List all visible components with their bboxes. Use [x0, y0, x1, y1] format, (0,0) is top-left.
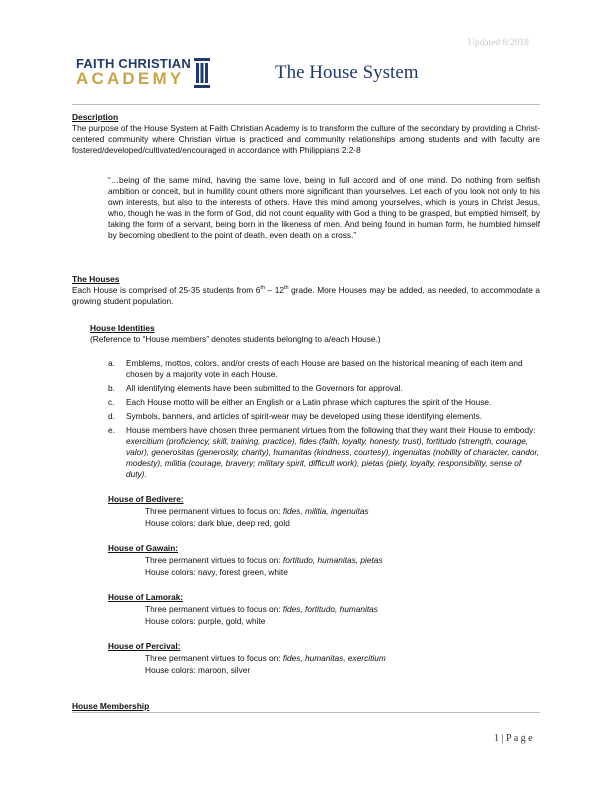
list-item-virtues: e. House members have chosen three permanent virtues from the following that they want their House to embody: exercitium (proficiency, skill, training, practice), fides (faith, loyalty, honesty, trust), fortitudo (strength, courage, valor), generositas (generosity, charity), humanitas (kindness, courtesy), ingenuitas (nobility of character, candor, modesty), militia (courage, bravery; military spirit, difficult work), pietas (piety, loyalty, responsibility, sense of duty).	[108, 425, 540, 479]
house-gawain-heading: House of Gawain:	[108, 543, 179, 553]
description-heading: Description	[72, 112, 119, 122]
house-bedivere-colors: House colors: dark blue, deep red, gold	[145, 518, 290, 528]
logo-text-top: FAITH CHRISTIAN	[76, 56, 191, 71]
identities-list	[108, 358, 540, 483]
page-number: 1 | P a g e	[494, 733, 533, 744]
list-item: c. Each House motto will be either an English or a Latin phrase which captures the spirit of the House.	[108, 397, 492, 407]
list-item: b. All identifying elements have been submitted to the Governors for approval.	[108, 383, 403, 393]
houses-text: Each House is comprised of 25-35 students from 6th – 12th grade. More Houses may be added, as needed, to accommodate a growing student population.	[72, 285, 540, 306]
house-percival-virtues: Three permanent virtues to focus on: fides, humanitas, exercitium	[145, 653, 386, 663]
header-divider	[72, 104, 540, 105]
identities-note: (Reference to “House members” denotes students belonging to a/each House.)	[90, 334, 381, 344]
house-lamorak-virtues: Three permanent virtues to focus on: fides, fortitudo, humanitas	[145, 604, 378, 614]
house-lamorak-colors: House colors: purple, gold, white	[145, 616, 266, 626]
identities-heading: House Identities	[90, 323, 155, 333]
house-gawain-colors: House colors: navy, forest green, white	[145, 567, 288, 577]
list-item: a. Emblems, mottos, colors, and/or crests of each House are based on the historical meaning of each item and chosen by a majority vote in each House.	[108, 358, 523, 379]
page-title: The House System	[275, 62, 419, 83]
house-percival-heading: House of Percival:	[108, 641, 181, 651]
house-bedivere-virtues: Three permanent virtues to focus on: fides, militia, ingenuitas	[145, 506, 369, 516]
membership-heading: House Membership	[72, 701, 150, 711]
scripture-quote: “…being of the same mind, having the same love, being in full accord and of one mind. Do nothing from selfish ambition or conceit, but in humility count others more significant than yourselves. Let each of you look not only to his own interests, but also to the interests of others. Have this mind among yourselves, which is yours in Christ Jesus, who, though he was in the form of God, did not count equality with God a thing to be grasped, but emptied himself, by taking the form of a servant, being born in the likeness of men. And being found in human form, he humbled himself by becoming obedient to the point of death, even death on a cross.”	[108, 175, 540, 240]
updated-date: Updated 8/2018	[468, 38, 529, 48]
logo-text-bottom: ACADEMY	[76, 69, 185, 88]
description-text: The purpose of the House System at Faith Christian Academy is to transform the culture of the secondary by providing a Christ-centered community where Christian virtue is practiced and community relationships among students and with faculty are fostered/developed/cultivated/encouraged in accordance with Philippians 2:2-8	[72, 123, 540, 155]
list-item: d. Symbols, banners, and articles of spirit-wear may be developed using these identifying elements.	[108, 411, 483, 421]
membership-divider	[72, 712, 540, 713]
houses-heading: The Houses	[72, 274, 120, 284]
school-logo	[76, 56, 236, 90]
house-gawain-virtues: Three permanent virtues to focus on: fortitudo, humanitas, pietas	[145, 555, 383, 565]
house-percival-colors: House colors: maroon, silver	[145, 665, 251, 675]
house-lamorak-heading: House of Lamorak:	[108, 592, 184, 602]
column-icon	[194, 58, 210, 88]
house-bedivere-heading: House of Bedivere:	[108, 494, 184, 504]
